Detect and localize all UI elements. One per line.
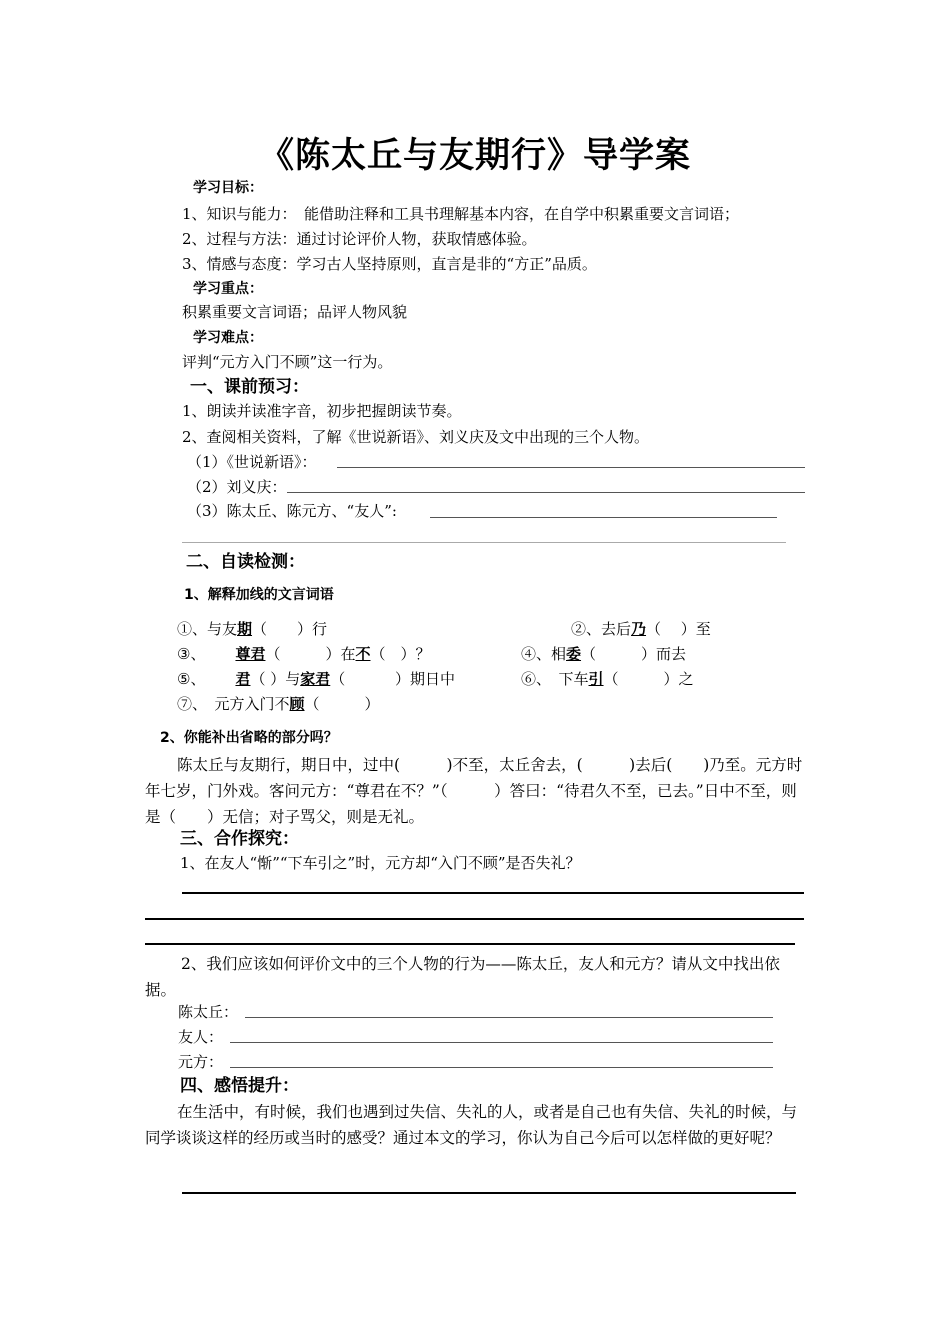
preview-sub-item: （3）陈太丘、陈元方、“友人”:: [187, 502, 397, 520]
section2-q1: 1、解释加线的文言词语: [184, 587, 334, 603]
section4-heading: 四、感悟提升：: [180, 1076, 299, 1096]
section2-q2: 2、你能补出省略的部分吗？: [160, 730, 338, 746]
answer-line[interactable]: [145, 918, 804, 920]
vocab-item-1: ①、与友期（ ）行: [177, 620, 328, 638]
preview-sub-item: （2）刘义庆：: [187, 478, 287, 496]
answer-line[interactable]: [430, 517, 777, 518]
vocab-item-2: ②、去后乃（ ）至: [571, 620, 711, 638]
section3-heading: 三、合作探究：: [180, 829, 299, 849]
section2-heading: 二、自读检测：: [186, 552, 305, 572]
underlined-word: 委: [566, 645, 582, 663]
underlined-word: 不: [355, 645, 371, 663]
underlined-word: 乃: [631, 620, 647, 638]
vocab-item-6: ⑥、 下车引（ ）之: [521, 670, 694, 688]
passage: 陈太丘与友期行，期日中，过中( )不至，太丘舍去，( )去后( )乃至。元方时年七岁，门外戏。客问元方：“尊君在不？”（ ）答曰：“待君久不至，已去。”日中不至，则是（ ）无信；对子骂父，则是无礼。: [145, 756, 803, 826]
section1-item: 1、朗读并读准字音，初步把握朗读节奏。: [182, 402, 462, 420]
section1-heading: 一、课前预习：: [190, 377, 309, 397]
goals-heading: 学习目标：: [193, 180, 263, 196]
person-label: 元方：: [178, 1053, 224, 1071]
goal-item: 2、过程与方法：通过讨论评价人物，获取情感体验。: [182, 230, 537, 248]
section3-q2: 2、我们应该如何评价文中的三个人物的行为——陈太丘，友人和元方？请从文中找出依据。: [145, 955, 780, 999]
difficulty-text: 评判“元方入门不顾”这一行为。: [182, 353, 393, 371]
underlined-word: 引: [588, 670, 604, 688]
answer-line[interactable]: [182, 1192, 796, 1194]
vocab-item-4: ④、相委（ ）而去: [521, 645, 687, 663]
section4-text: 在生活中，有时候，我们也遇到过失信、失礼的人，或者是自己也有失信、失礼的时候，与同学谈谈这样的经历或当时的感受？通过本文的学习，你认为自己今后可以怎样做的更好呢？: [145, 1103, 798, 1147]
answer-line[interactable]: [145, 943, 795, 945]
key-points-text: 积累重要文言词语；品评人物风貌: [182, 303, 408, 321]
answer-line[interactable]: [182, 892, 804, 894]
underlined-word: 家君: [300, 670, 331, 688]
preview-sub-item: （1）《世说新语》：: [187, 453, 317, 471]
answer-line[interactable]: [245, 1017, 773, 1018]
goal-item: 1、知识与能力： 能借助注释和工具书理解基本内容，在自学中积累重要文言词语；: [182, 205, 740, 223]
vocab-item-7: ⑦、 元方入门不顾（ ）: [177, 695, 380, 713]
section1-item: 2、查阅相关资料，了解《世说新语》、刘义庆及文中出现的三个人物。: [182, 428, 650, 446]
vocab-item-3: ③、 尊君（ ）在不（ ）？: [177, 645, 431, 663]
answer-line[interactable]: [230, 1067, 773, 1068]
answer-line[interactable]: [337, 467, 805, 468]
person-label: 友人：: [178, 1028, 224, 1046]
underlined-word: 君: [235, 670, 251, 688]
difficulty-heading: 学习难点：: [193, 330, 263, 346]
underlined-word: 顾: [289, 695, 305, 713]
answer-line[interactable]: [230, 1042, 773, 1043]
answer-line[interactable]: [182, 542, 786, 543]
underlined-word: 尊君: [235, 645, 266, 663]
answer-line[interactable]: [287, 492, 805, 493]
person-label: 陈太丘：: [178, 1003, 239, 1021]
underlined-word: 期: [237, 620, 253, 638]
vocab-item-5: ⑤、 君（ ）与家君（ ）期日中: [177, 670, 456, 688]
goal-item: 3、情感与态度：学习古人坚持原则，直言是非的“方正”品质。: [182, 255, 597, 273]
section3-q1: 1、在友人“惭”“下车引之”时，元方却“入门不顾”是否失礼？: [180, 854, 581, 872]
page-title: 《陈太丘与友期行》导学案: [258, 136, 691, 176]
key-points-heading: 学习重点：: [193, 281, 263, 297]
